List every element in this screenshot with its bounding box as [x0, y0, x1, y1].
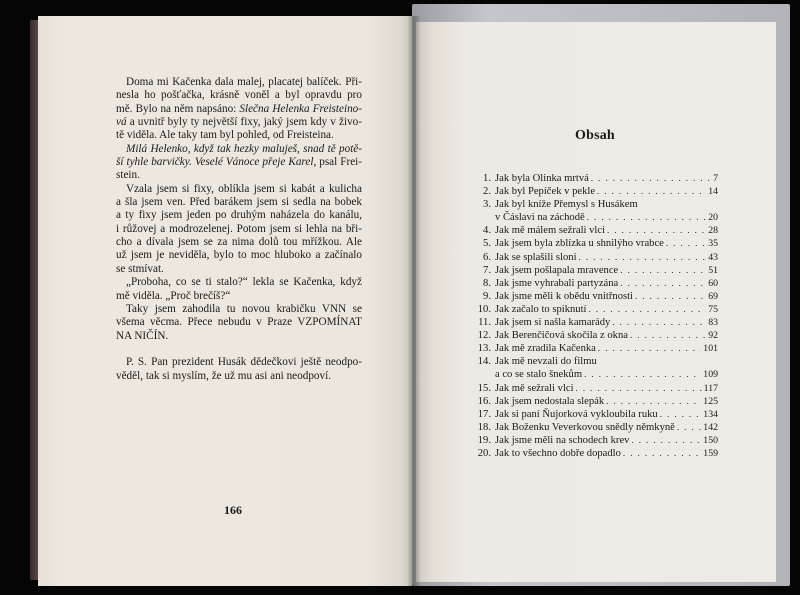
toc-entry-page: 51	[708, 264, 718, 276]
toc-entry-title: Jak byl kníže Přemysl s Husákem	[495, 199, 638, 211]
toc-entry-page: 92	[708, 330, 718, 342]
toc-entry-number: 7.	[483, 264, 491, 276]
toc-leader-dots	[576, 382, 702, 395]
toc-heading: Obsah	[575, 128, 615, 143]
toc-entry	[476, 316, 718, 329]
toc-entry	[476, 382, 718, 395]
text-line: Milá Helenko, když tak hezky maluješ, snad tě potě-	[126, 142, 362, 155]
toc-leader-dots	[620, 264, 706, 277]
toc-entry	[476, 172, 718, 185]
text-line: mě. Bylo na něm napsáno: Slečna Helenka Freisteino-	[116, 102, 363, 115]
paragraph	[116, 76, 362, 143]
text-line: Vzala jsem si fixy, oblíkla jsem si kabát a kulicha	[126, 182, 362, 195]
toc-entry-number: 4.	[483, 225, 491, 237]
text-line: stein.	[116, 169, 140, 182]
toc-entry-title: Jak Boženku Veverkovou snědly němkyně	[495, 421, 675, 433]
toc-entry-page: 60	[708, 277, 718, 289]
toc-entry-page: 150	[703, 434, 718, 446]
toc-entry-page: 142	[703, 421, 718, 433]
toc-entry-page: 14	[708, 186, 718, 198]
toc-entry-page: 43	[708, 251, 718, 263]
toc-entry-title: Jak mě zradila Kačenka	[495, 343, 596, 355]
toc-entry	[476, 185, 718, 198]
toc-entry-number: 18.	[477, 421, 491, 433]
toc-entry-page: 7	[713, 173, 718, 184]
toc-entry-number: 5.	[483, 238, 491, 250]
toc-entry	[476, 355, 718, 368]
toc-entry-number: 17.	[477, 408, 491, 420]
toc-entry-title: Jak Berenčičová skočila z okna	[495, 330, 628, 342]
toc-entry-continuation	[476, 211, 718, 224]
toc-leader-dots	[606, 395, 701, 408]
text-line: vá a uvnitř byly ty největší fixy, jaký jsem kdy v živo-	[116, 116, 362, 129]
paragraph	[116, 303, 362, 343]
toc-leader-dots	[623, 447, 701, 460]
toc-entry	[476, 447, 718, 460]
toc-leader-dots	[666, 237, 706, 250]
paragraph	[116, 276, 362, 303]
toc-leader-dots	[587, 211, 706, 224]
toc-entry-title: Jak jsem si našla kamarády	[495, 317, 611, 329]
text-line: nesla ho pošťačka, krásně voněl a byl opravdu pro	[116, 89, 362, 102]
toc-entry-title: Jak mě nevzali do filmu	[495, 356, 597, 368]
toc-entry-page: 125	[703, 395, 718, 407]
toc-entry-page: 117	[703, 382, 718, 394]
page-number: 166	[224, 503, 242, 517]
text-line: a šla jsem ven. Před barákem jsem si sedla na bobek	[116, 196, 362, 209]
toc-entry-title: Jak jsem byla zblízka u shnilýho vrabce	[495, 238, 664, 250]
toc-entry	[476, 408, 718, 421]
text-line: už jsem je neviděla, bylo to moc hluboko a začínalo	[116, 249, 362, 262]
toc-leader-dots	[631, 434, 701, 447]
toc-entry	[476, 434, 718, 447]
text-line: a ty fixy jsem jeden po druhým naházela do kanálu,	[116, 209, 362, 222]
toc-entry-number: 6.	[483, 251, 491, 263]
toc-leader-dots	[607, 224, 706, 237]
toc-entry-number: 3.	[483, 199, 491, 211]
table-of-contents	[476, 172, 718, 460]
toc-leader-dots	[584, 368, 701, 381]
toc-entry-number: 9.	[483, 290, 491, 302]
toc-entry-page: 69	[708, 290, 718, 302]
toc-entry-title: Jak to všechno dobře dopadlo	[495, 447, 621, 459]
toc-entry	[476, 421, 718, 434]
toc-entry-title: Jak si paní Ňujorková vykloubila ruku	[495, 408, 658, 420]
toc-entry-number: 16.	[477, 395, 491, 407]
toc-entry-title: Jak mě málem sežrali vlci	[495, 225, 606, 237]
toc-entry-title-continued: v Čáslavi na záchodě	[495, 212, 585, 224]
text-line: P. S. Pan prezident Husák dědečkovi ještě neodpo-	[126, 356, 362, 369]
paragraph	[116, 356, 362, 383]
left-page-text	[116, 76, 362, 383]
toc-entry	[476, 198, 718, 211]
book-spine-shadow	[408, 16, 420, 586]
toc-leader-dots	[630, 329, 706, 342]
toc-entry-number: 13.	[477, 343, 491, 355]
toc-entry	[476, 290, 718, 303]
text-line: tě viděla. Ale taky tam byl pohled, od Freisteina.	[116, 129, 334, 142]
toc-entry-page: 20	[708, 212, 718, 224]
toc-entry-title: Jak jsem pošlapala mravence	[495, 264, 619, 276]
toc-leader-dots	[620, 277, 706, 290]
toc-entry-page: 109	[703, 369, 718, 381]
toc-entry-page: 75	[708, 303, 718, 315]
toc-entry-number: 11.	[478, 317, 491, 329]
toc-entry	[476, 395, 718, 408]
toc-entry	[476, 277, 718, 290]
text-line: mě viděla. „Proč brečíš?“	[116, 289, 231, 302]
toc-entry-page: 101	[703, 343, 718, 355]
toc-entry-page: 159	[703, 447, 718, 459]
toc-entry-page: 35	[708, 238, 718, 250]
toc-entry-title: Jak byla Olinka mrtvá	[495, 173, 589, 184]
text-line: Doma mi Kačenka dala malej, placatej balíček. Při-	[126, 76, 362, 88]
toc-leader-dots	[660, 408, 702, 421]
toc-entry-title: Jak jsme měli k obědu vnitřnosti	[495, 290, 633, 302]
toc-entry-title: Jak mě sežrali vlci	[495, 382, 574, 394]
toc-entry-title: Jak jsme vyhrabali partyzána	[495, 277, 619, 289]
text-line: NA NIČÍN.	[116, 329, 169, 342]
toc-entry-number: 1.	[483, 173, 491, 184]
text-line: se stmívat.	[116, 262, 164, 275]
toc-entry-title-continued: a co se stalo šnekům	[495, 369, 583, 381]
text-line: všema věcma. Přece nebudu v Praze VZPOMÍNAT	[116, 316, 362, 329]
toc-entry-title: Jak jsem nedostala slepák	[495, 395, 605, 407]
paragraph	[116, 183, 362, 276]
toc-entry	[476, 329, 718, 342]
text-line: cho a dívala jsem se za nima dolů tou mřížkou. Ale	[116, 236, 362, 249]
toc-entry-number: 10.	[477, 303, 491, 315]
toc-entry-number: 12.	[477, 330, 491, 342]
toc-entry-continuation	[476, 368, 718, 381]
text-line: Taky jsem zahodila tu novou krabičku VNN se	[126, 302, 362, 315]
toc-leader-dots	[597, 185, 706, 198]
toc-entry	[476, 303, 718, 316]
toc-entry-page: 28	[708, 225, 718, 237]
toc-entry-number: 14.	[477, 356, 491, 368]
toc-entry-number: 20.	[477, 447, 491, 459]
toc-entry-title: Jak byl Pepíček v pekle	[495, 186, 596, 198]
text-line: i růžovej a modrozelenej. Potom jsem si lehla na bři-	[116, 222, 362, 235]
text-line: „Proboha, co se ti stalo?“ lekla se Kačenka, když	[126, 276, 362, 289]
toc-leader-dots	[579, 251, 707, 264]
paragraph	[116, 143, 362, 183]
toc-entry-title: Jak se splašili sloni	[495, 251, 577, 263]
text-line: ší tyhle barvičky. Veselé Vánoce přeje Karel, psal Frei-	[116, 156, 362, 169]
toc-leader-dots	[635, 290, 706, 303]
toc-entry-number: 2.	[483, 186, 491, 198]
toc-entry	[476, 224, 718, 237]
toc-leader-dots	[589, 303, 707, 316]
toc-entry	[476, 264, 718, 277]
toc-entry-page: 134	[703, 408, 718, 420]
toc-leader-dots	[598, 342, 701, 355]
toc-entry	[476, 251, 718, 264]
toc-leader-dots	[677, 421, 701, 434]
toc-entry	[476, 342, 718, 355]
toc-entry-number: 19.	[477, 434, 491, 446]
toc-entry-number: 8.	[483, 277, 491, 289]
toc-entry-title: Jak začalo to spiknutí	[495, 303, 587, 315]
toc-leader-dots	[612, 316, 706, 329]
text-line: věděl, tak si myslím, že už mu asi ani neodpoví.	[116, 369, 332, 382]
toc-entry	[476, 237, 718, 250]
toc-entry-page: 83	[708, 317, 718, 329]
toc-entry-number: 15.	[477, 382, 491, 394]
toc-leader-dots	[591, 172, 711, 185]
toc-entry-title: Jak jsme měli na schodech krev	[495, 434, 630, 446]
